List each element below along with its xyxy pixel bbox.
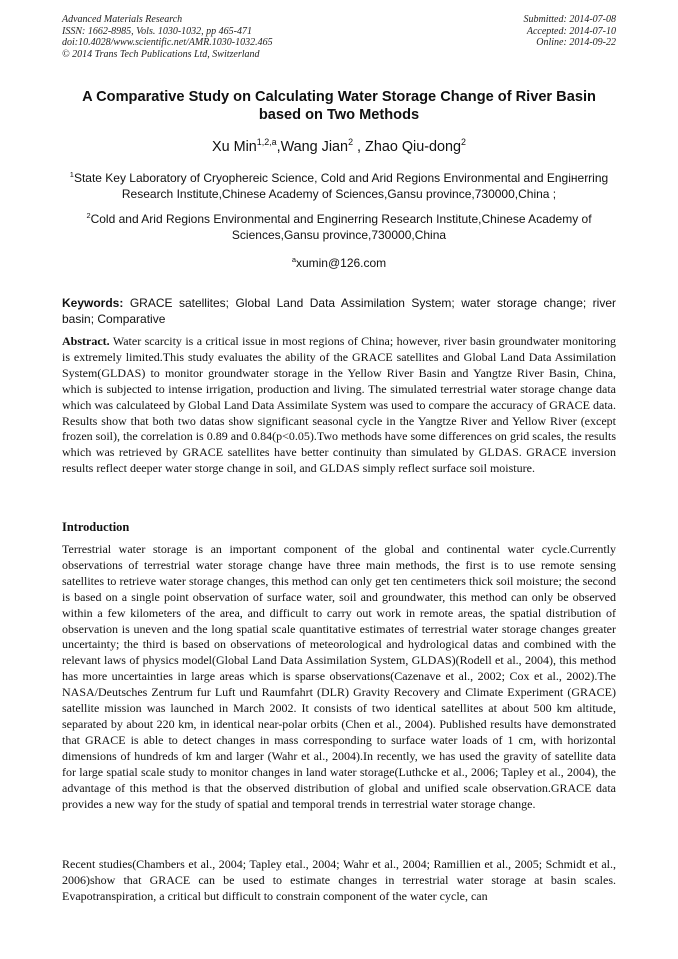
- author-sup: 2: [461, 137, 466, 148]
- author-sup: 1,2,a: [256, 137, 277, 148]
- accepted-date: Accepted: 2014-07-10: [526, 25, 616, 37]
- author-list: [62, 139, 616, 155]
- affiliation-1: [66, 170, 612, 202]
- introduction-paragraph-2: Recent studies(Chambers et al., 2004; Tapley etal., 2004; Wahr et al., 2004; Ramillien et al., 2005; Schmidt et al., 2006)show that GRACE can be used to estimate changes in terrestrial water storage at basin scales. Evapotranspiration, a critical but difficult to constrain component of the water cycle, can: [62, 857, 616, 903]
- abstract: [62, 334, 616, 477]
- copyright-line: © 2014 Trans Tech Publications Ltd, Switzerland: [62, 48, 260, 60]
- submitted-date: Submitted: 2014-07-08: [523, 14, 616, 25]
- keywords: [62, 296, 616, 327]
- affiliation-2: [66, 211, 612, 243]
- affiliation-sup: 1: [69, 170, 74, 179]
- author-name: Wang Jian: [280, 139, 349, 155]
- author-sep: ,: [353, 139, 366, 155]
- author-sup: 2: [348, 137, 354, 148]
- author-name: Xu Min: [211, 139, 257, 155]
- keywords-label: Keywords:: [62, 296, 124, 310]
- email-text: xumin@126.com: [295, 256, 387, 270]
- affiliation-text: State Key Laboratory of Cryophereic Science, Cold and Arid Regions Environmental and Engінerring Research Institute,Chinese Academy of Sciences,Gansu province,730000,China ;: [73, 171, 609, 201]
- abstract-label: Abstract.: [62, 334, 110, 348]
- journal-name: Advanced Materials Research: [62, 14, 183, 25]
- journal-header: [62, 14, 273, 60]
- introduction-heading: Introduction: [62, 520, 130, 534]
- introduction-paragraph-1: Terrestrial water storage is an important component of the global and continental water cycle.Currently observations of terrestrial water storage change have three main methods, the first is to use remote sensing satellites to retrieve water storage changes, this method can only get ten centimeters thick soil moisture; the second is based on a single point observation of surface water, soil and groundwater, this method can only be observed within a few kilometers of the area, and difficult to carry out work in remote areas, the spatial distribution of observation is uneven and the long spatial scale quantitative estimates of terrestrial water storage changes greater uncertainty; the third is based on observations of meteorological and hydrological datas and combined with the relevant laws of physics model(Global Land Data Assimilation System, GLDAS)(Rodell et al., 2004), this method has more uncertainties in large areas which is sparse observations(Cazenave et al., 2002; Cox et al., 2002).The NASA/Deutsches Zentrum fur Luft und Raumfahrt (DLR) Gravity Recovery and Climate Experiment (GRACE) satellite mission was launched in March 2002. It consists of two identical satellites at about 500 km altitude, separated by about 220 km, in identical near-polar orbits (Chen et al., 2004). Published results have demonstrated that GRACE is able to detect changes in mass corresponding to surface water loads of 1 cm, with horizontal dimensions of hundreds of km and larger (Wahr et al., 2004).In recently, we has used the gravity of satellite data for large spatial scale study to monitor changes in land water storage(Luthcke et al., 2006; Tapley et al., 2004), the advantage of this method is that the observed distribution of global and unified scale observation.GRACE data provides a new way for the study of spatial and temporal trends in terrestrial water storage change.: [62, 542, 616, 811]
- paper-title: A Comparative Study on Calculating Water Storage Change of River Basin based on Two Methods: [82, 89, 596, 123]
- author-email: [62, 256, 616, 270]
- email-sup: a: [291, 255, 296, 264]
- affiliation-sup: 2: [86, 211, 91, 220]
- author-sep: ,: [276, 139, 281, 155]
- submission-dates: [524, 14, 617, 49]
- online-date: Online: 2014-09-22: [536, 37, 616, 49]
- author-name: Zhao Qiu-dong: [365, 139, 462, 155]
- issn-line: ISSN: 1662-8985, Vols. 1030-1032, pp 465-471: [62, 25, 252, 37]
- abstract-text: Water scarcity is a critical issue in most regions of China; however, river basin groundwater monitoring is extremely limited.This study evaluates the ability of the GRACE satellites and Global Land Data Assimilation System(GLDAS) to monitor groundwater storage in the Yellow River Basin and Yangtze River Basin, China, which is subjected to intense irrigation, production and living. The simulated terrestrial water storage change data which was calculateed by Global Land Data Assimilate System was used to compare the accuracy of GRACE data. Results show that both two datas show significant seasonal cycle in the Yangtze River and Yellow River (except frozen soil), the correlation is 0.89 and 0.84(p<0.05).Two methods have some differences on grid scales, the results which was retrieved by GRACE satellites have better continuity than simulated by GLDAS. GRACE inversion results reflect deeper water storge change in soil, and GLDAS simply reflect surface soil moisture.: [62, 334, 616, 476]
- doi-line: doi:10.4028/www.scientific.net/AMR.1030-1032.465: [62, 37, 273, 49]
- keywords-text: GRACE satellites; Global Land Data Assimilation System; water storage change; river basin; Comparative: [62, 296, 616, 326]
- affiliation-text: Cold and Arid Regions Environmental and Enginerring Research Institute,Chinese Academy of Sciences,Gansu province,730000,China: [90, 212, 592, 242]
